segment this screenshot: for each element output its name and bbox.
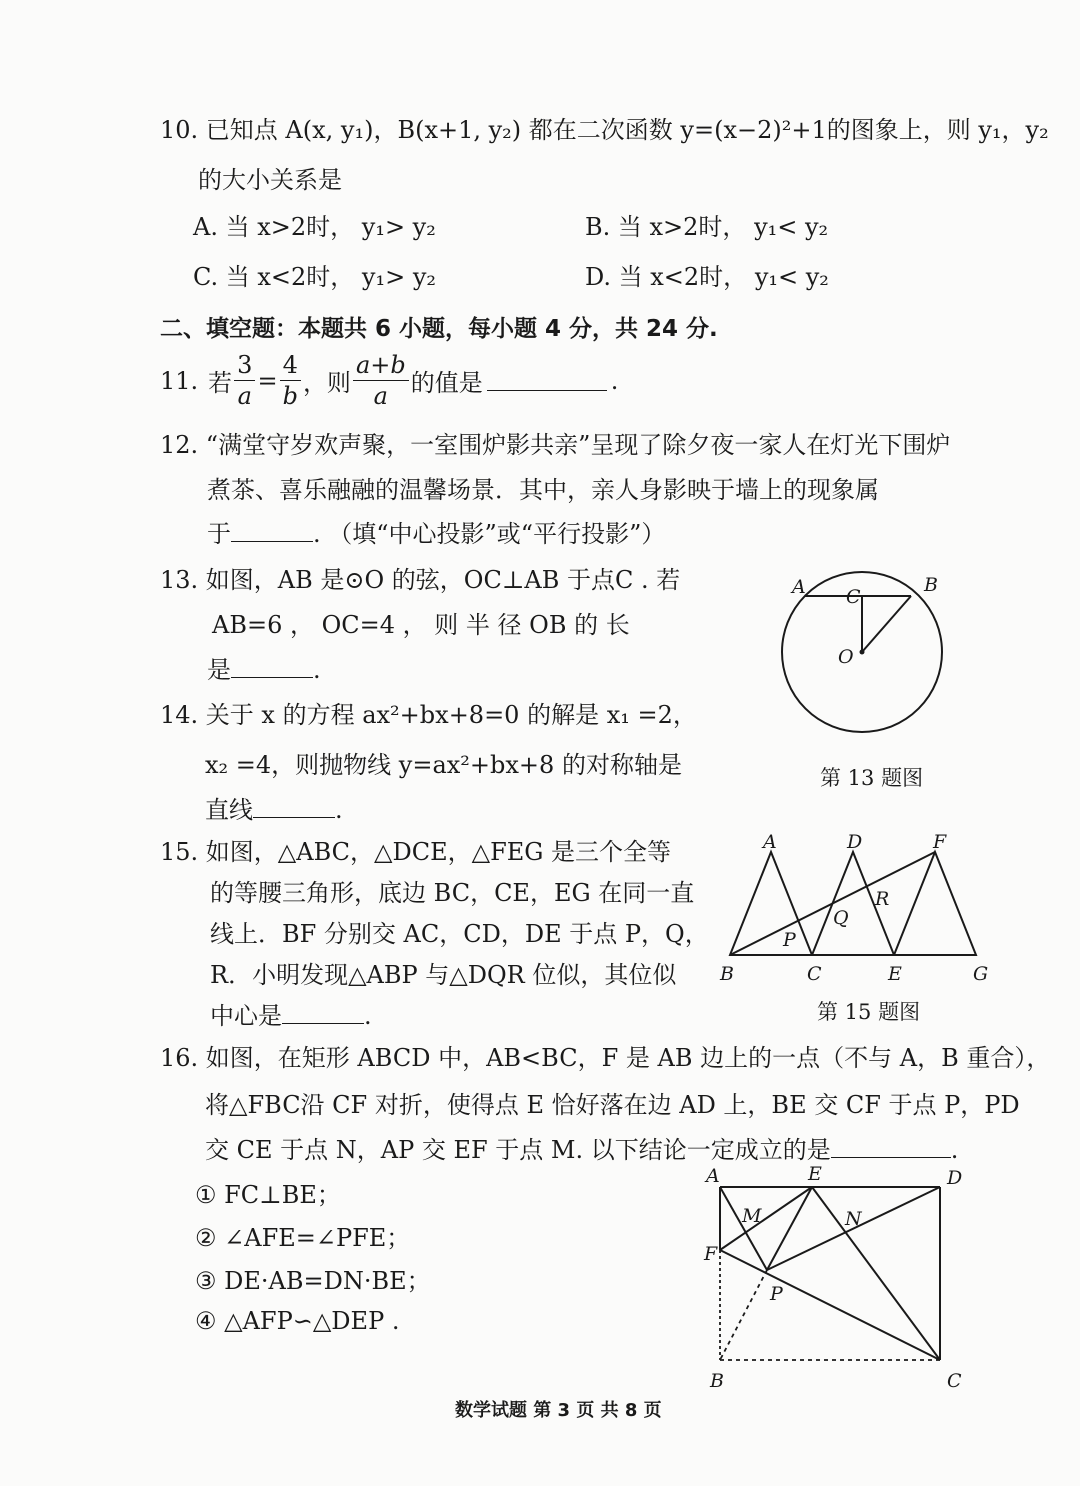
fig15-label-g: G — [973, 963, 989, 985]
q11-frac3-den: a — [373, 382, 388, 410]
q15-answer-blank[interactable] — [282, 1003, 364, 1024]
q13-line3-post: . — [313, 656, 321, 684]
fig15-triangle-abc — [730, 852, 812, 955]
q16-item-3: ③ DE·AB=DN·BE； — [195, 1267, 431, 1295]
q16-line2: 将△FBC沿 CF 对折，使得点 E 恰好落在边 AD 上，BE 交 CF 于点 P，PD — [205, 1091, 1020, 1119]
q11-number: 11. — [160, 366, 199, 395]
q10-option-b: B. 当 x>2时， y₁< y₂ — [585, 213, 829, 241]
q16-line3-post: . — [950, 1136, 959, 1164]
fig15-label-r: R — [875, 888, 890, 910]
q14-line1: 14. 关于 x 的方程 ax²+bx+8=0 的解是 x₁ =2， — [160, 701, 697, 729]
q11-frac1-den: a — [237, 382, 252, 410]
q16-line1: 16. 如图，在矩形 ABCD 中，AB<BC，F 是 AB 边上的一点（不与 A，B 重合）， — [160, 1044, 1051, 1072]
fig16-segment-ep — [767, 1187, 812, 1270]
q10-option-a: A. 当 x>2时， y₁> y₂ — [193, 213, 436, 241]
fig16-segment-ec — [812, 1187, 940, 1360]
fig16-label-a: A — [706, 1165, 720, 1187]
q12-line1: 12. “满堂守岁欢声聚，一室围炉影共亲”呈现了除夕夜一家人在灯光下围炉 — [160, 431, 951, 459]
fig13-segment-ob — [862, 596, 911, 652]
q11-frac2-num: 4 — [280, 350, 301, 381]
fig13-label-c: C — [846, 586, 861, 608]
fig15-label-q: Q — [833, 907, 849, 929]
q14-line3-post: . — [335, 796, 343, 824]
q10-option-d: D. 当 x<2时， y₁< y₂ — [585, 263, 829, 291]
q14-line2: x₂ =4，则抛物线 y=ax²+bx+8 的对称轴是 — [205, 751, 682, 779]
q16-item-4: ④ △AFP∽△DEP . — [195, 1307, 400, 1335]
fig16-label-n: N — [845, 1208, 862, 1230]
q10-line2: 的大小关系是 — [198, 166, 342, 194]
q11-ruo: 若 — [208, 369, 233, 397]
fig15-label-b: B — [720, 963, 734, 985]
fig16-segment-fc — [720, 1250, 940, 1360]
fig13-center-point — [860, 650, 865, 655]
fig16-label-m: M — [742, 1205, 762, 1227]
fig16-segment-pb-dashed — [720, 1270, 767, 1360]
fig13-label-a: A — [792, 576, 806, 598]
q16-answer-blank[interactable] — [831, 1137, 951, 1158]
q12-line3-pre: 于 — [207, 520, 231, 548]
fig16-rectangle-diagram — [690, 1160, 980, 1395]
q15-line4: R．小明发现△ABP 与△DQR 位似，其位似 — [210, 961, 677, 989]
q11-frac3-num: a+b — [353, 350, 409, 381]
q13-line3 — [207, 650, 321, 685]
q11-frac-4-over-b — [280, 350, 301, 411]
fig16-label-d: D — [947, 1167, 963, 1189]
fig15-triangles-diagram — [715, 830, 1005, 995]
q12-line3 — [207, 514, 665, 549]
fig15-label-a: A — [763, 831, 777, 853]
q12-line2: 煮茶、喜乐融融的温馨场景．其中，亲人身影映于墙上的现象属 — [207, 476, 879, 504]
fig13-caption: 第 13 题图 — [820, 766, 924, 790]
fig15-label-c: C — [807, 963, 822, 985]
q11-frac-aplusb-over-a — [353, 350, 409, 411]
fig13-circle-diagram — [770, 565, 970, 765]
q11-frac2-den: b — [282, 382, 298, 410]
q11-frac-3-over-a — [234, 350, 255, 411]
q12-answer-blank[interactable] — [231, 521, 313, 542]
q12-line3-post: . （填“中心投影”或“平行投影”） — [313, 520, 666, 548]
fig16-segment-fe — [720, 1187, 812, 1250]
q16-item-2: ② ∠AFE=∠PFE； — [195, 1224, 411, 1252]
page-footer: 数学试题 第 3 页 共 8 页 — [455, 1400, 662, 1421]
q13-line3-pre: 是 — [207, 656, 231, 684]
q15-line2: 的等腰三角形，底边 BC，CE，EG 在同一直 — [210, 879, 695, 907]
q11-answer-blank[interactable] — [487, 370, 607, 391]
q11-end: . — [610, 366, 619, 395]
q14-line3-pre: 直线 — [205, 796, 253, 824]
q14-answer-blank[interactable] — [253, 797, 335, 818]
section2-heading: 二、填空题：本题共 6 小题，每小题 4 分，共 24 分. — [160, 316, 718, 342]
q15-line5-pre: 中心是 — [210, 1002, 282, 1030]
q11-frac1-num: 3 — [234, 350, 255, 381]
fig15-label-d: D — [847, 831, 863, 853]
q11-ze: ，则 — [302, 369, 351, 397]
q15-line5 — [210, 996, 372, 1031]
fig16-segment-ap — [720, 1187, 767, 1270]
fig13-label-o: O — [838, 646, 854, 668]
q15-line1: 15. 如图，△ABC，△DCE，△FEG 是三个全等 — [160, 838, 672, 866]
fig15-line-bf — [730, 852, 935, 955]
fig15-caption: 第 15 题图 — [817, 1000, 921, 1024]
q13-line1: 13. 如图，AB 是⊙O 的弦，OC⊥AB 于点C . 若 — [160, 566, 681, 594]
fig16-label-b: B — [710, 1370, 724, 1392]
q10-line1: 10. 已知点 A(x, y₁)，B(x+1, y₂) 都在二次函数 y=(x−2)²+1的图象上，则 y₁，y₂ — [160, 116, 1049, 144]
q14-line3 — [205, 790, 343, 825]
fig15-label-p: P — [783, 929, 796, 951]
fig16-label-f: F — [704, 1243, 718, 1265]
q16-line3-pre: 交 CE 于点 N，AP 交 EF 于点 M. 以下结论一定成立的是 — [205, 1136, 831, 1164]
q15-line3: 线上．BF 分别交 AC，CD，DE 于点 P，Q， — [210, 920, 709, 948]
q11-tail: 的值是 — [410, 369, 483, 397]
fig13-label-b: B — [924, 574, 938, 596]
fig15-label-f: F — [933, 831, 947, 853]
q13-answer-blank[interactable] — [231, 657, 313, 678]
q11-eq: = — [257, 366, 278, 395]
fig16-label-p: P — [770, 1283, 783, 1305]
q15-line5-post: . — [364, 1002, 372, 1030]
q11 — [160, 350, 618, 411]
fig16-label-e: E — [808, 1163, 822, 1185]
fig15-label-e: E — [888, 963, 902, 985]
q10-option-c: C. 当 x<2时， y₁> y₂ — [193, 263, 437, 291]
q16-item-1: ① FC⊥BE； — [195, 1181, 341, 1209]
fig16-label-c: C — [947, 1370, 962, 1392]
q13-line2: AB=6 ， OC=4 ， 则 半 径 OB 的 长 — [212, 611, 630, 639]
